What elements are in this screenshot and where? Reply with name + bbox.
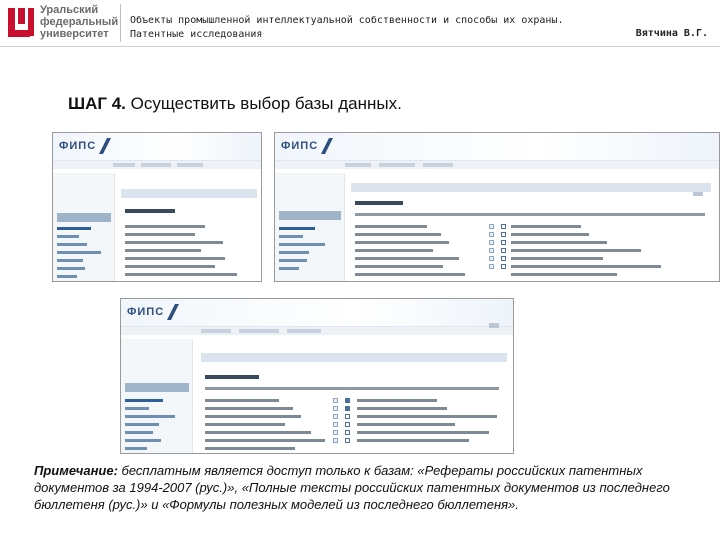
db-row [511,249,641,252]
sidebar-item [125,431,153,434]
sidebar-item [57,243,87,246]
sidebar-item [57,227,91,230]
db-row [355,249,433,252]
nav-item [345,163,371,167]
sidebar-item [57,267,85,270]
info-icon [489,224,494,229]
top-right-control [489,323,499,328]
db-checkbox[interactable] [345,414,350,419]
db-row [511,257,603,260]
db-checkbox[interactable] [501,264,506,269]
fips-logo: ФИПС [281,140,319,152]
logo-line-3: университет [40,28,109,40]
db-row [355,273,465,276]
nav-item [177,163,203,167]
db-row [205,415,301,418]
sidebar-item [125,407,149,410]
db-row [205,423,285,426]
sidebar-item [125,439,161,442]
screenshot-banner [275,133,719,161]
logo-line-1: Уральский [40,4,99,16]
slide-header [0,0,720,48]
header-title-line-2: Патентные исследования [130,29,263,40]
nav-item [239,329,279,333]
db-row [205,431,311,434]
db-checkbox[interactable] [345,406,350,411]
db-row [125,265,215,268]
main-heading-bar [351,183,711,192]
db-row [355,241,449,244]
header-title [130,14,563,42]
db-row [355,233,441,236]
db-row [357,439,469,442]
db-row [205,399,279,402]
db-row [357,399,437,402]
db-row [125,225,205,228]
db-checkbox[interactable] [501,256,506,261]
sidebar-heading [57,213,111,222]
sidebar-item [279,243,325,246]
sidebar-item [125,447,147,450]
screenshot-banner [53,133,261,161]
nav-item [379,163,415,167]
sidebar-item [57,275,77,278]
db-row [125,249,201,252]
db-checkbox[interactable] [501,232,506,237]
db-checkbox[interactable] [345,398,350,403]
screenshot-db-selection-2 [274,132,720,282]
sidebar-item [125,415,175,418]
step-number: ШАГ 4. [68,94,126,113]
sidebar-item [279,259,307,262]
nav-item [201,329,231,333]
db-row [511,225,581,228]
nav-item [113,163,135,167]
sidebar-item [279,235,303,238]
note-text: бесплатным является доступ только к базам: «Рефераты российских патентных документов за 1994-2007 (рус.)», «Полные тексты российских патентных документов из последнего бюллетеня (рус.)» и «Формулы полезных моделей из последнего бюллетеня». [34,463,670,512]
fips-logo: ФИПС [127,306,165,318]
info-icon [333,422,338,427]
description-text [205,387,499,390]
db-checkbox[interactable] [501,224,506,229]
fips-logo-mark-icon [97,136,113,156]
fips-logo: ФИПС [59,140,97,152]
main-heading-bar [121,189,257,198]
db-row [355,225,427,228]
db-row [205,439,325,442]
fips-logo-mark-icon [165,302,181,322]
nav-item [423,163,453,167]
db-checkbox[interactable] [501,248,506,253]
logo-line-2: федеральный [40,16,119,28]
sidebar-item [57,259,83,262]
info-icon [489,240,494,245]
step-heading [68,94,402,114]
header-title-line-1: Объекты промышленной интеллектуальной собственности и способы их охраны. [130,15,564,26]
info-icon [333,430,338,435]
db-checkbox[interactable] [501,240,506,245]
header-author: Вятчина В.Г. [635,28,708,39]
db-row [125,233,195,236]
main-heading-bar [201,353,507,362]
db-row [355,265,443,268]
screenshot-navbar [275,161,719,169]
step-text: Осуществить выбор базы данных. [125,94,402,113]
header-divider [120,4,121,42]
sidebar-item [57,251,101,254]
nav-item [287,329,321,333]
note-label: Примечание: [34,463,118,478]
urfu-logo-mark-icon [6,6,36,40]
sidebar-item [279,267,299,270]
info-icon [489,256,494,261]
info-icon [489,232,494,237]
info-icon [333,406,338,411]
db-row [511,265,661,268]
db-row [511,273,617,276]
db-row [357,431,489,434]
db-row [125,241,223,244]
db-row [357,415,497,418]
db-row [511,233,589,236]
sidebar-item [279,227,315,230]
info-icon [489,248,494,253]
db-checkbox[interactable] [345,422,350,427]
db-row [205,447,295,450]
db-row [125,273,237,276]
screenshot-db-selection-1 [52,132,262,282]
fips-logo-mark-icon [319,136,335,156]
screenshot-banner [121,299,513,327]
main-title [355,201,403,205]
sidebar-item [279,251,309,254]
sidebar-heading [279,211,341,220]
header-rule [0,46,720,47]
db-checkbox[interactable] [345,430,350,435]
db-checkbox[interactable] [345,438,350,443]
main-title [205,375,259,379]
screenshot-sidebar [121,339,193,453]
db-row [205,407,293,410]
db-row [357,423,455,426]
db-row [511,241,607,244]
sidebar-item [125,399,163,402]
sidebar-item [57,235,79,238]
sidebar-item [125,423,159,426]
main-title [125,209,175,213]
screenshot-db-selection-3 [120,298,514,454]
info-icon [333,438,338,443]
info-icon [489,264,494,269]
sidebar-heading [125,383,189,392]
nav-item [141,163,171,167]
info-icon [333,414,338,419]
urfu-logo-text [40,4,118,40]
db-row [125,257,225,260]
urfu-logo [6,4,118,42]
note-paragraph [34,462,710,513]
db-row [357,407,447,410]
db-row [355,257,459,260]
description-text [355,213,705,216]
info-icon [333,398,338,403]
